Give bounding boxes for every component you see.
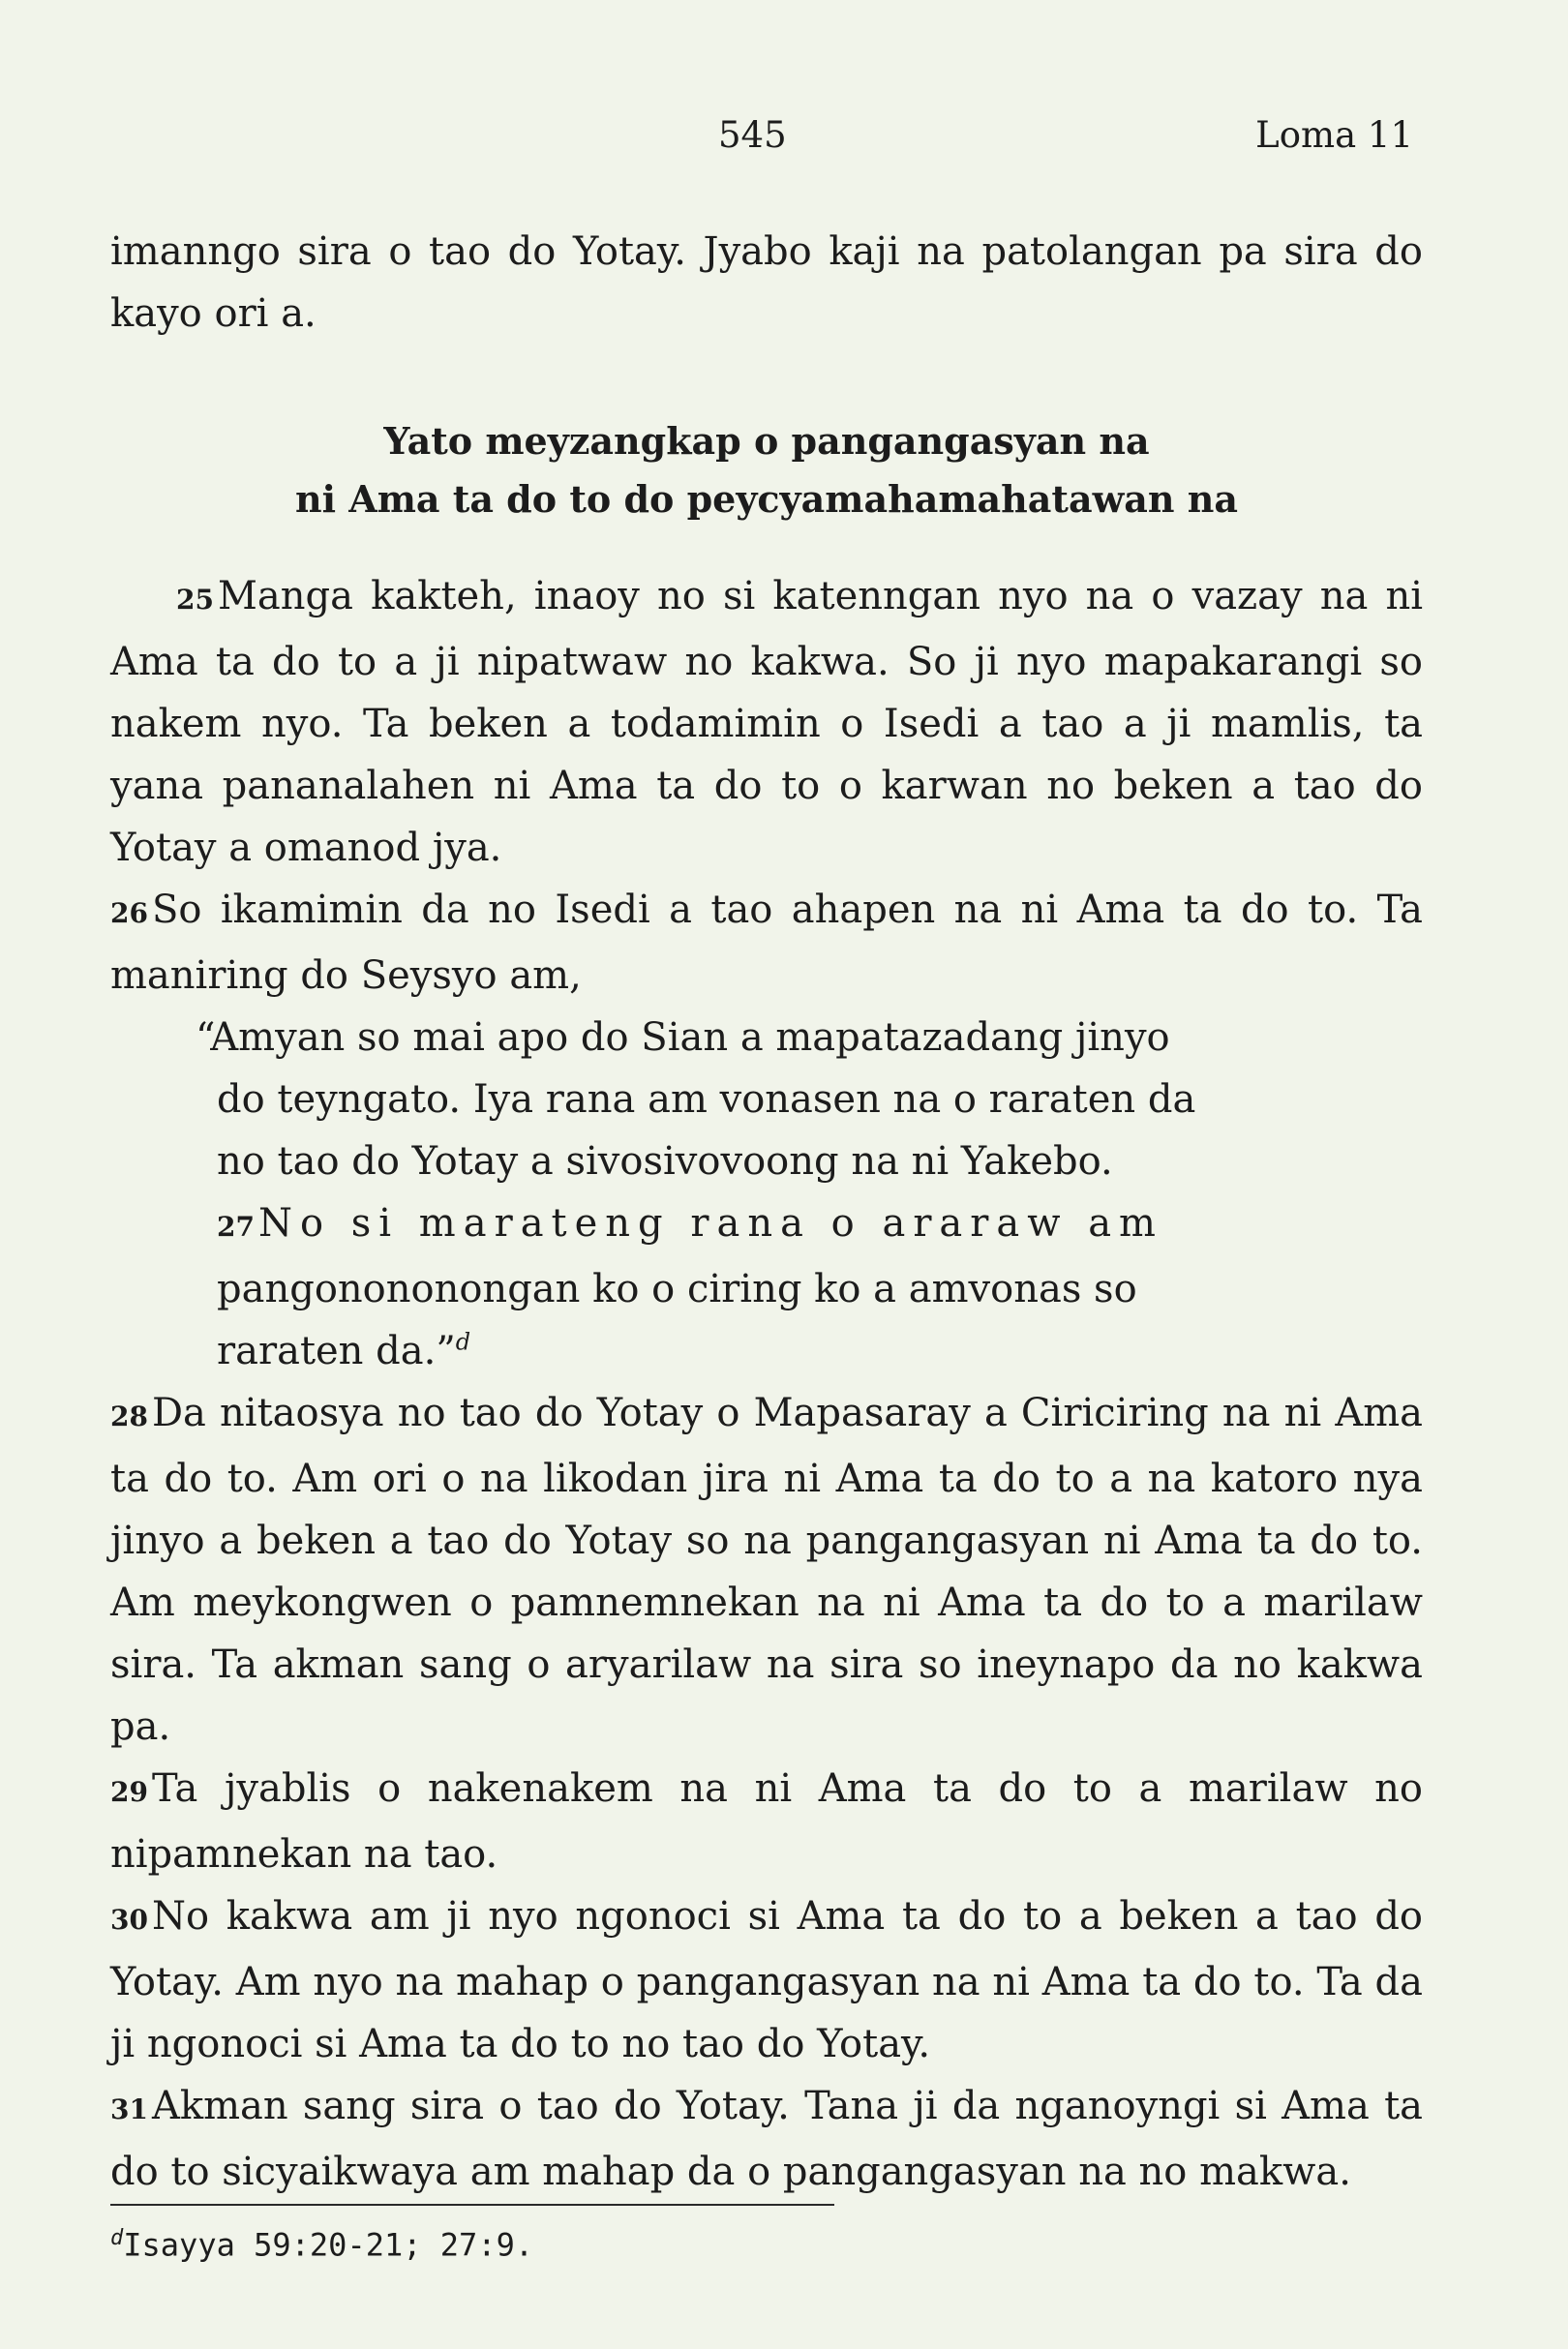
scripture-quote	[196, 1007, 1423, 1382]
verse-number: 29	[110, 1776, 148, 1808]
verse-number: 25	[176, 584, 214, 616]
page-body	[110, 221, 1423, 2203]
quote-line-3: no tao do Yotay a sivosivovoong na ni Yakebo.	[217, 1139, 1113, 1184]
verse-text: Akman sang sira o tao do Yotay. Tana ji da nganoyngi si Ama ta do to sicyaikwaya am mahap da o pangangasyan na no makwa.	[110, 2084, 1423, 2194]
running-title: Loma 11	[1255, 114, 1413, 156]
verse-25	[110, 565, 1423, 879]
page-number: 545	[718, 114, 787, 156]
footnote-reference: d	[455, 1328, 471, 1356]
section-heading	[110, 412, 1423, 528]
footnote-marker: d	[110, 2226, 124, 2250]
page-header	[0, 114, 1568, 172]
verse-31	[110, 2075, 1423, 2203]
heading-line-2: ni Ama ta do to do peycyamahamahatawan na	[294, 477, 1239, 521]
verse-text: Ta jyablis o nakenakem na ni Ama ta do to a marilaw no nipamnekan na tao.	[110, 1766, 1423, 1877]
footnote	[110, 2226, 533, 2264]
verse-text: No si marateng rana o araraw am	[257, 1201, 1163, 1246]
quote-line-1: “Amyan so mai apo do Sian a mapatazadang jinyo	[196, 1015, 1170, 1060]
verse-26	[110, 879, 1423, 1007]
heading-line-1: Yato meyzangkap o pangangasyan na	[383, 419, 1150, 463]
verse-text: Da nitaosya no tao do Yotay o Mapasaray a Ciriciring na ni Ama ta do to. Am ori o na likodan jira ni Ama ta do to a na katoro nya jinyo a beken a tao do Yotay so na pangangasyan ni Ama ta do to. Am meykongwen o pamnemnekan na ni Ama ta do to a marilaw sira. Ta akman sang o aryarilaw na sira so ineynapo da no kakwa pa.	[110, 1391, 1423, 1749]
verse-text: No kakwa am ji nyo ngonoci si Ama ta do to a beken a tao do Yotay. Am nyo na mahap o pangangasyan na ni Ama ta do to. Ta da ji ngonoci si Ama ta do to no tao do Yotay.	[110, 1894, 1423, 2066]
verse-29	[110, 1758, 1423, 1885]
verse-number: 27	[217, 1211, 255, 1243]
verse-number: 28	[110, 1400, 148, 1432]
verse-number: 30	[110, 1904, 148, 1936]
verse-text: So ikamimin da no Isedi a tao ahapen na ni Ama ta do to. Ta maniring do Seysyo am,	[110, 888, 1423, 998]
verse-28	[110, 1382, 1423, 1758]
verse-text: Manga kakteh, inaoy no si katenngan nyo na o vazay na ni Ama ta do to a ji nipatwaw no kakwa. So ji nyo mapakarangi so nakem nyo. Ta beken a todamimin o Isedi a tao a ji mamlis, ta yana pananalahen ni Ama ta do to o karwan no beken a tao do Yotay a omanod jya.	[110, 574, 1423, 870]
verse-text: raraten da.”	[217, 1329, 456, 1373]
verse-number: 31	[110, 2093, 148, 2125]
quote-line-5: pangonononongan ko o ciring ko a amvonas so	[217, 1267, 1137, 1311]
footnote-divider	[110, 2204, 834, 2206]
quote-line-6	[217, 1320, 1423, 1382]
intro-paragraph: imanngo sira o tao do Yotay. Jyabo kaji na patolangan pa sira do kayo ori a.	[110, 229, 1423, 336]
verse-27	[217, 1192, 1423, 1258]
verse-30	[110, 1885, 1423, 2075]
footnote-text: Isayya 59:20-21; 27:9.	[123, 2226, 534, 2264]
verse-number: 26	[110, 897, 148, 929]
quote-line-2: do teyngato. Iya rana am vonasen na o raraten da	[217, 1077, 1196, 1122]
